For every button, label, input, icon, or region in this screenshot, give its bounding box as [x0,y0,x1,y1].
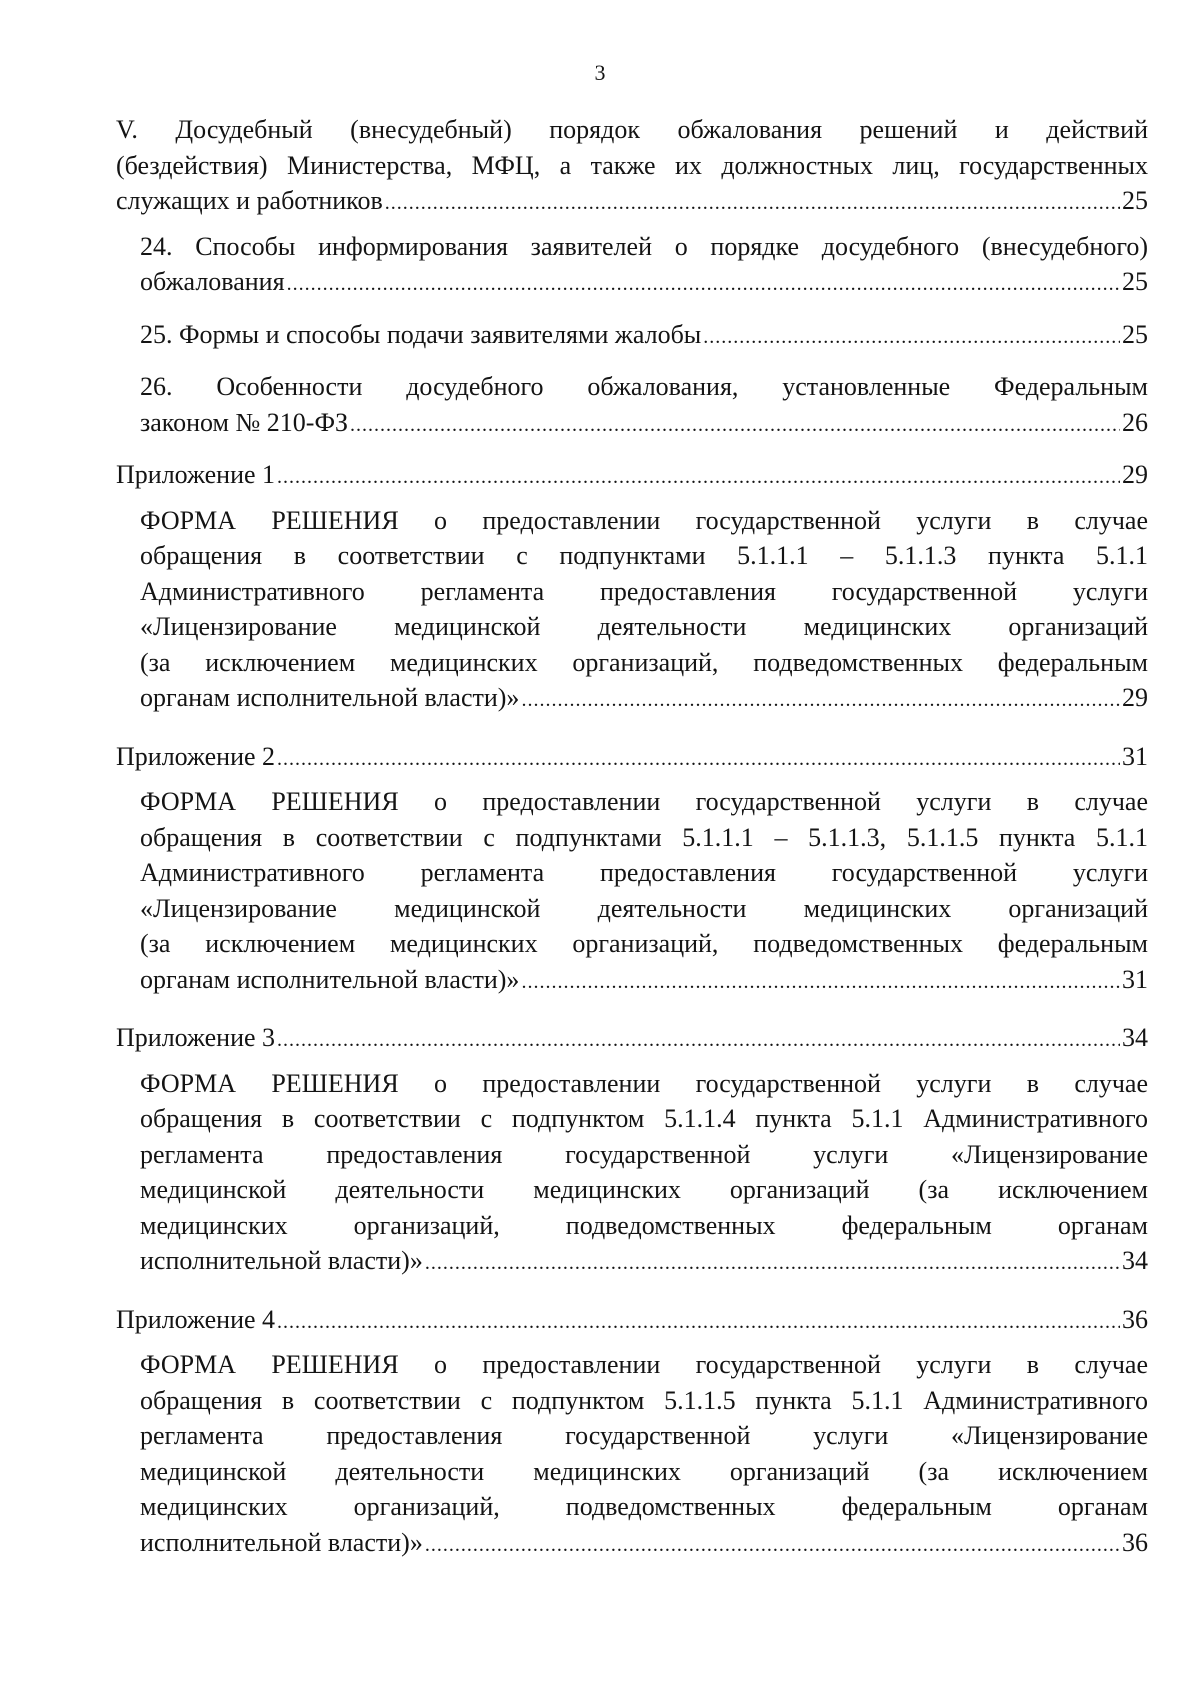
dot-leader [521,965,1120,1001]
toc-entry [116,1302,1148,1341]
toc-page-ref: 26 [1122,407,1148,437]
toc-entry-line: обращения в соответствии с подпунктом 5.1.1.5 пункта 5.1.1 Административного [140,1385,1148,1415]
toc-entry-last-line [116,457,1148,496]
toc-entry-last-line [116,1302,1148,1341]
toc-page-ref: 25 [1122,267,1148,296]
toc-page-ref: 36 [1122,1527,1148,1557]
toc-entry [140,1347,1148,1563]
toc-entry-line: медицинских организаций, подведомственных федеральным органам [140,1210,1148,1240]
toc-page-ref: 34 [1122,1023,1148,1052]
toc-entry [140,503,1148,719]
dot-leader [350,408,1120,444]
toc-entry-title: Приложение 2 [116,741,276,771]
dot-leader [521,683,1120,719]
toc-page-ref: 36 [1122,1304,1148,1334]
toc-entry-line: ФОРМА РЕШЕНИЯ о предоставлении государственной услуги в случае [140,1350,1148,1379]
table-of-contents [116,112,1148,1563]
toc-entry [140,1066,1148,1282]
toc-entry [116,1020,1148,1059]
toc-entry-last-line [116,1020,1148,1059]
toc-entry-line: (бездействия) Министерства, МФЦ, а также их должностных лиц, государственных [116,150,1148,180]
toc-entry-title: Приложение 1 [116,460,276,489]
toc-entry-title: Приложение 3 [116,1023,276,1052]
dot-leader [287,267,1120,303]
toc-entry [140,229,1148,303]
toc-entry-last-line [140,680,1148,719]
dot-leader [425,1528,1120,1564]
toc-entry [116,739,1148,778]
toc-entry-title: служащих и работников [116,186,383,215]
toc-entry-title: исполнительной власти)» [140,1246,423,1275]
toc-entry [116,457,1148,496]
dot-leader [277,460,1120,496]
dot-leader [277,1305,1120,1341]
toc-entry-line: ФОРМА РЕШЕНИЯ о предоставлении государственной услуги в случае [140,1068,1148,1098]
dot-leader [277,742,1120,778]
toc-entry-line: 24. Способы информирования заявителей о порядке досудебного (внесудебного) [140,231,1148,261]
toc-entry-line: (за исключением медицинских организаций, подведомственных федеральным [140,647,1148,677]
page-number: 3 [594,60,606,85]
toc-entry [140,369,1148,443]
toc-entry-line: регламента предоставления государственной услуги «Лицензирование [140,1139,1148,1169]
toc-page-ref: 29 [1122,683,1148,712]
toc-entry-title: органам исполнительной власти)» [140,964,520,994]
toc-entry-line: обращения в соответствии с подпунктами 5.1.1.1 – 5.1.1.3, 5.1.1.5 пункта 5.1.1 [140,822,1148,852]
dot-leader [277,1023,1120,1059]
toc-entry-line: 26. Особенности досудебного обжалования, установленные Федеральным [140,372,1148,401]
toc-entry-last-line [116,739,1148,778]
toc-entry-last-line [140,1525,1148,1564]
toc-entry-title: Приложение 4 [116,1304,276,1334]
toc-page-ref: 34 [1122,1246,1148,1275]
toc-entry-title: 25. Формы и способы подачи заявителями жалобы [140,319,702,349]
toc-entry [116,112,1148,222]
toc-entry [140,317,1148,356]
toc-page-ref: 29 [1122,460,1148,489]
toc-entry-last-line [116,183,1148,222]
dot-leader [703,320,1120,356]
toc-entry-line: медицинской деятельности медицинских организаций (за исключением [140,1456,1148,1486]
toc-page-ref: 25 [1122,186,1148,215]
dot-leader [425,1246,1120,1282]
toc-entry-line: «Лицензирование медицинской деятельности медицинских организаций [140,612,1148,641]
toc-entry-line: ФОРМА РЕШЕНИЯ о предоставлении государственной услуги в случае [140,505,1148,535]
toc-entry-line: V. Досудебный (внесудебный) порядок обжалования решений и действий [116,115,1148,144]
toc-entry-last-line [140,405,1148,444]
toc-entry-line: обращения в соответствии с подпунктом 5.1.1.4 пункта 5.1.1 Административного [140,1104,1148,1133]
toc-entry-line: регламента предоставления государственной услуги «Лицензирование [140,1421,1148,1450]
toc-entry [140,784,1148,1000]
toc-entry-last-line [140,962,1148,1001]
toc-entry-last-line [140,1243,1148,1282]
toc-entry-line: медицинской деятельности медицинских организаций (за исключением [140,1175,1148,1204]
toc-page-ref: 31 [1122,741,1148,771]
toc-entry-title: законом № 210-ФЗ [140,407,349,437]
toc-entry-title: органам исполнительной власти)» [140,683,520,712]
toc-entry-last-line [140,317,1148,356]
toc-entry-line: (за исключением медицинских организаций, подведомственных федеральным [140,929,1148,958]
toc-page-ref: 25 [1122,319,1148,349]
toc-entry-line: Административного регламента предоставления государственной услуги [140,858,1148,887]
toc-entry-title: исполнительной власти)» [140,1527,423,1557]
dot-leader [385,186,1120,222]
toc-entry-last-line [140,264,1148,303]
toc-entry-line: «Лицензирование медицинской деятельности медицинских организаций [140,893,1148,923]
toc-entry-line: обращения в соответствии с подпунктами 5.1.1.1 – 5.1.1.3 пункта 5.1.1 [140,541,1148,570]
toc-entry-line: медицинских организаций, подведомственных федеральным органам [140,1492,1148,1521]
toc-entry-line: Административного регламента предоставления государственной услуги [140,576,1148,606]
toc-page-ref: 31 [1122,964,1148,994]
toc-entry-line: ФОРМА РЕШЕНИЯ о предоставлении государственной услуги в случае [140,787,1148,816]
toc-entry-title: обжалования [140,267,285,296]
